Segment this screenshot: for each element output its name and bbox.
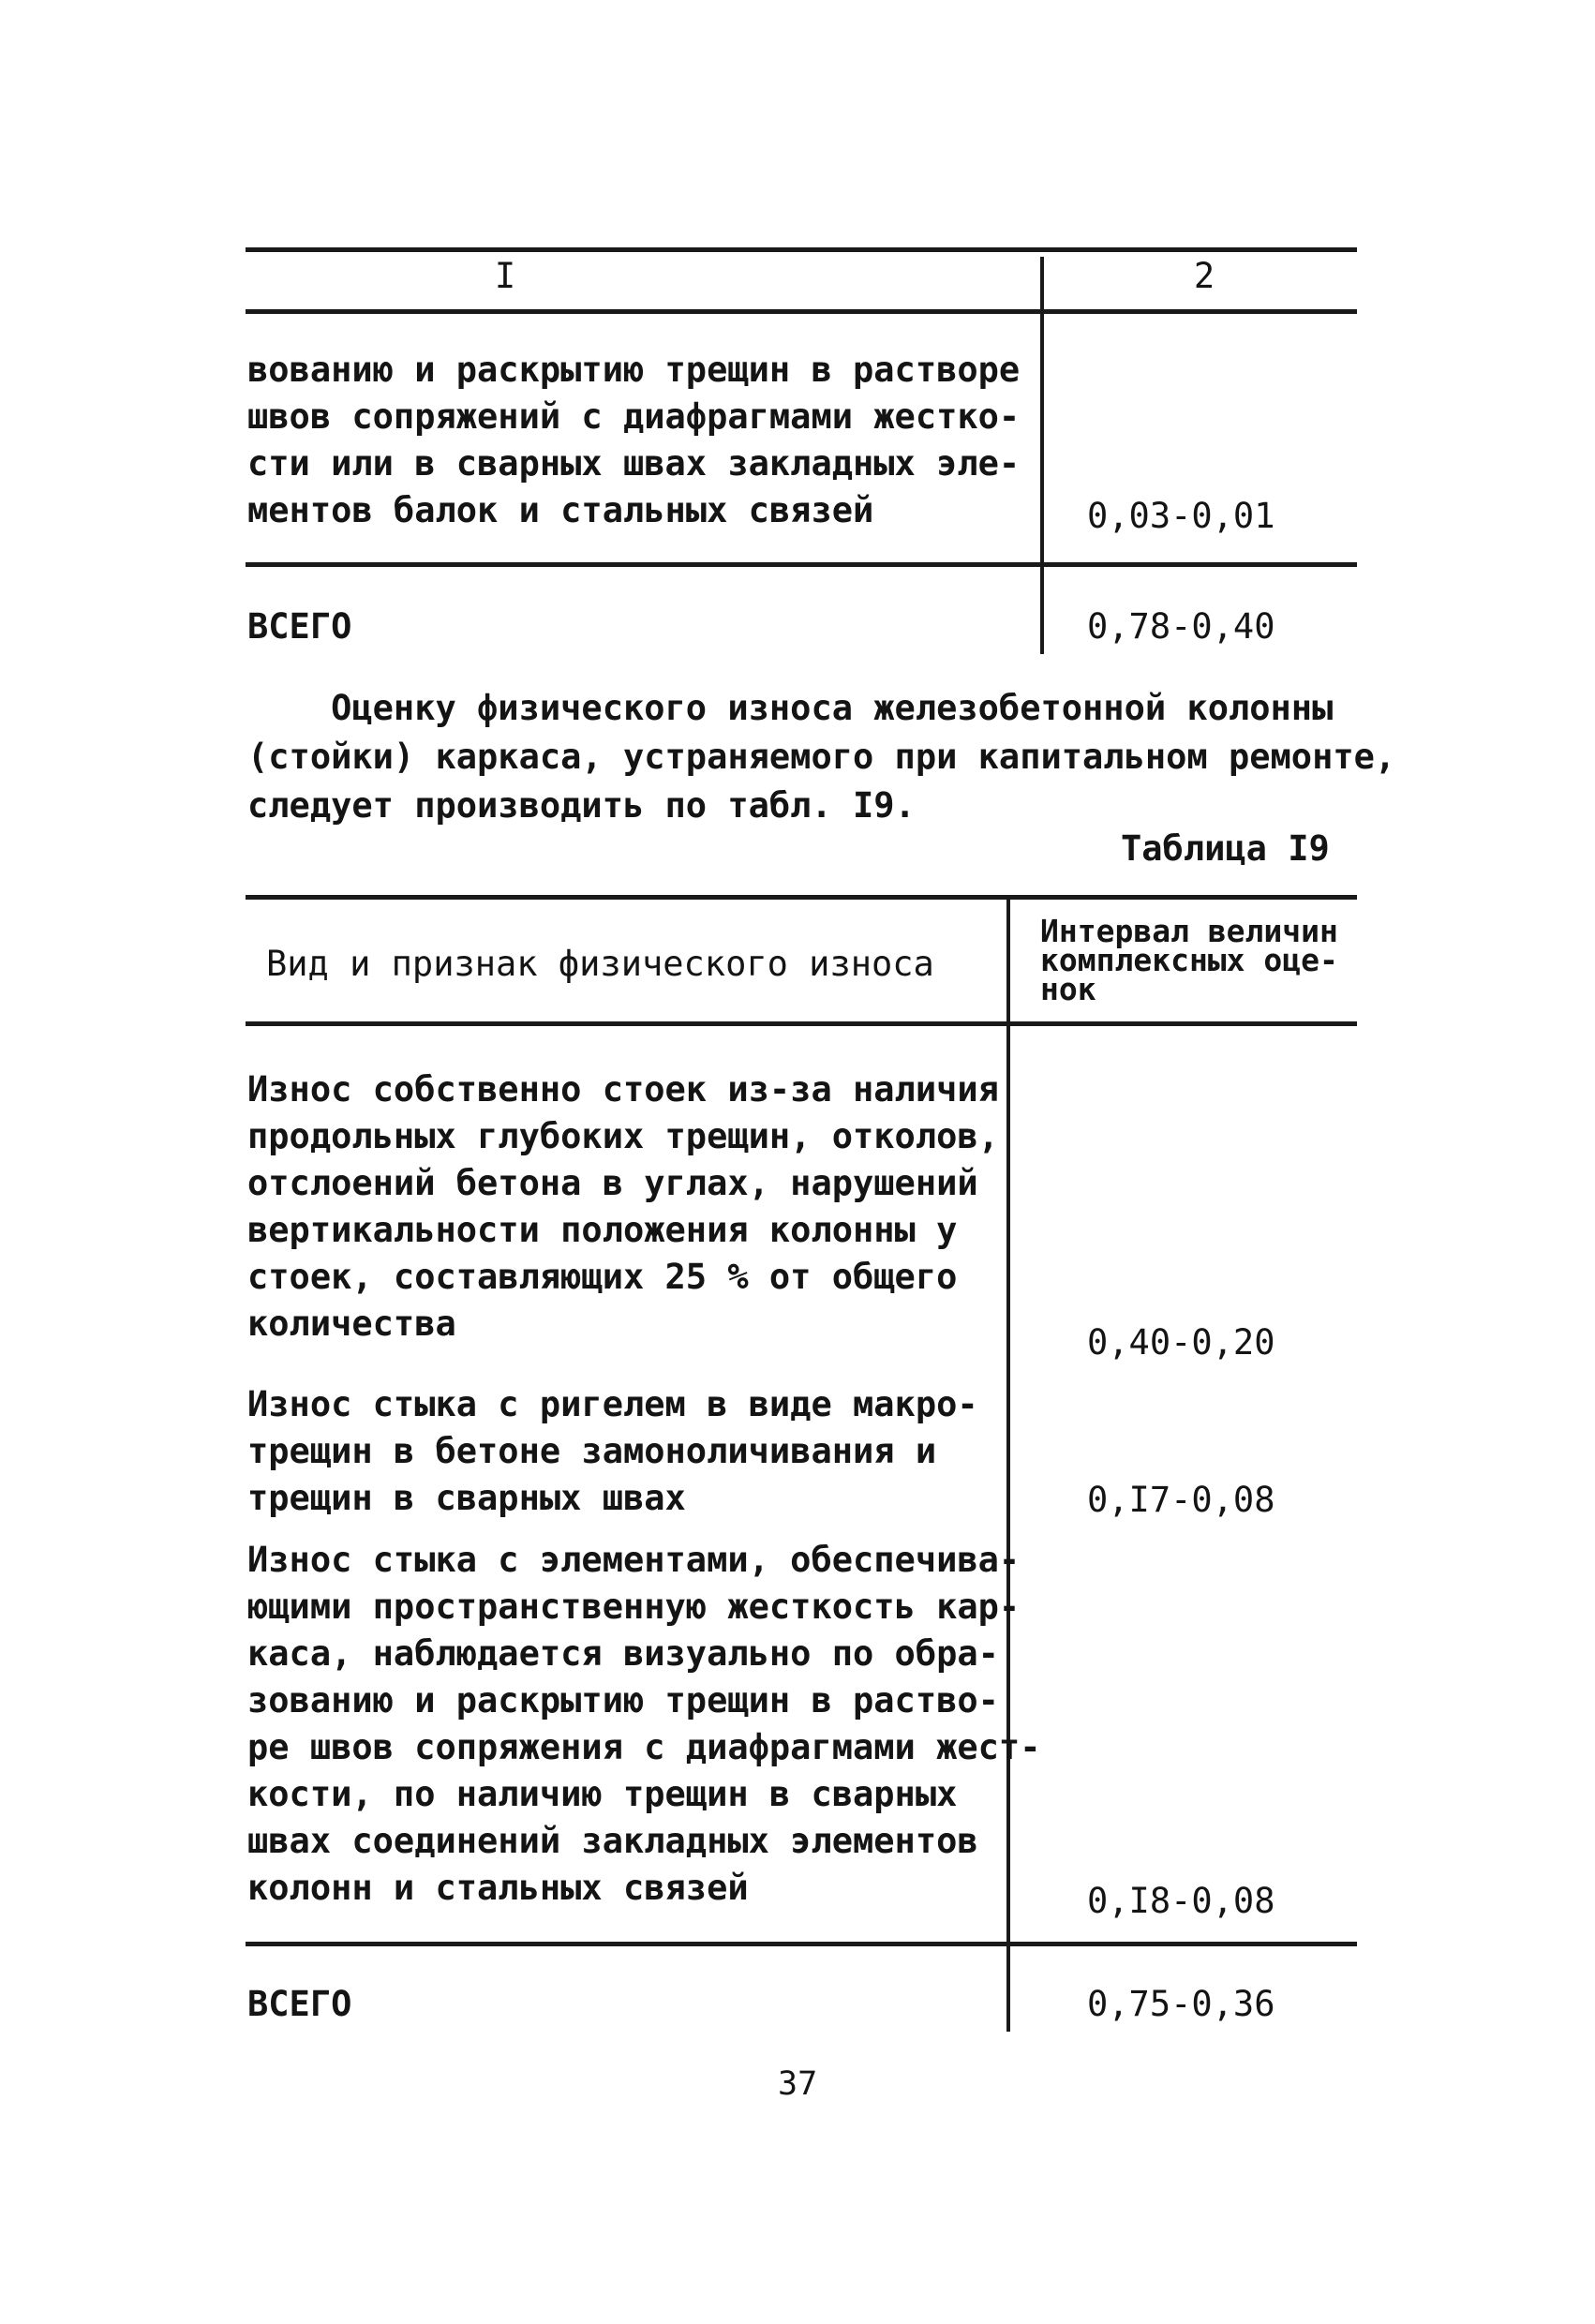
table-top-continuation-text: вованию и раскрытию трещин в растворе швов сопряжений с диафрагмами жестко- сти или в сварных швах закладных эле- ментов балок и стальных связей	[247, 350, 1021, 530]
table-top-rule	[246, 247, 1357, 252]
table19-row-2-text: Износ стыка с ригелем в виде макро- трещин в бетоне замоноличивания и трещин в сварных швах	[247, 1384, 978, 1518]
table19-top-rule	[246, 895, 1357, 900]
table19-row-1-value: 0,40-0,20	[1087, 1322, 1275, 1363]
table-top-continuation-value: 0,03-0,01	[1087, 496, 1275, 536]
body-paragraph: Оценку физического износа железобетонной колонны (стойки) каркаса, устраняемого при капитальном ремонте, следует производить по табл. I9.	[247, 688, 1396, 826]
table19-total-value: 0,75-0,36	[1087, 1984, 1275, 2024]
table19-row-1-text: Износ собственно стоек из-за наличия продольных глубоких трещин, отколов, отслоений бетона в углах, нарушений вертикальности положения колонны у стоек, составляющих 25 % от общего количества	[247, 1069, 999, 1344]
table-caption: Таблица I9	[1121, 828, 1330, 869]
table19-header-rule	[246, 1021, 1357, 1026]
table19-row-3-value: 0,I8-0,08	[1087, 1881, 1275, 1921]
table19-row-3-text: Износ стыка с элементами, обеспечива- ющими пространственную жесткость кар- каса, наблюдается визуально по обра- зованию и раскрытию трещин в раство- ре швов сопряжения с диафрагмами жест- кости, по наличию трещин в сварных швах соединений закладных элементов колонн и стальных связей	[247, 1540, 1041, 1908]
table19-total-label: ВСЕГО	[247, 1984, 352, 2024]
table-top-total-value: 0,78-0,40	[1087, 606, 1275, 647]
table-top-total-label: ВСЕГО	[247, 606, 352, 647]
table-top-header-col2: 2	[1193, 256, 1215, 296]
table-top-header-col1: I	[494, 256, 516, 296]
table19-row-2-value: 0,I7-0,08	[1087, 1480, 1275, 1520]
table19-header-col1: Вид и признак физического износа	[266, 944, 934, 984]
page-number: 37	[778, 2065, 818, 2103]
table-top-total-rule	[246, 562, 1357, 567]
table19-header-col2: Интервал величин комплексных оце- нок	[1040, 913, 1338, 1007]
table19-total-rule	[246, 1942, 1357, 1946]
table-top-header-rule	[246, 309, 1357, 314]
table-top-column-divider	[1040, 257, 1044, 654]
